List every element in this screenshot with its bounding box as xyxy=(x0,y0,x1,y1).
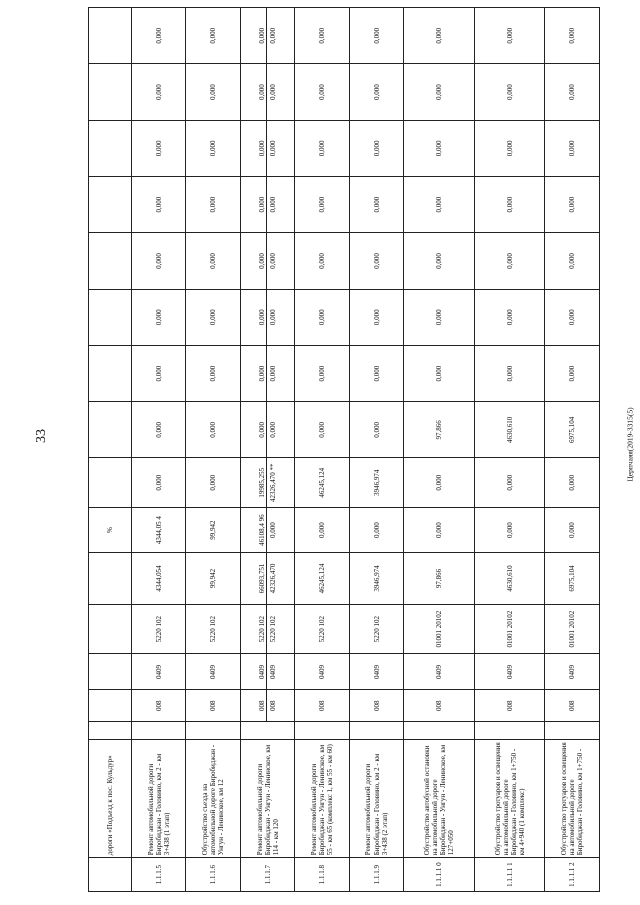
cell-value: 0,000 xyxy=(505,84,514,100)
cell-value: 01001 20102 xyxy=(505,610,514,648)
value-cell-rz xyxy=(295,654,349,690)
value-cell-v2019 xyxy=(186,508,240,553)
cell-value: 0,000 xyxy=(154,196,163,213)
cell-sub-value: 42326,470 xyxy=(266,553,277,604)
empty-cell xyxy=(349,721,403,739)
value-cell-csr xyxy=(132,604,186,654)
cell-value: 19985,255 xyxy=(258,467,267,498)
rotated-table-container xyxy=(88,7,600,892)
row-index-cell: 1.1.1.6 xyxy=(186,858,240,892)
cell-value: 0,000 xyxy=(318,421,327,438)
value-cell-c4 xyxy=(132,177,186,233)
value-cell-rz xyxy=(349,654,403,690)
value-cell-grbs xyxy=(349,690,403,722)
empty-cell xyxy=(89,177,132,233)
cell-value: 0,000 xyxy=(258,309,267,326)
value-cell-c7 xyxy=(474,8,545,64)
cell-value: 0,000 xyxy=(318,140,327,157)
cell-value: 01001 20102 xyxy=(435,610,444,648)
cell-value: 008 xyxy=(209,700,218,711)
cell-sub-value: 0,000 xyxy=(266,233,277,288)
cell-value: 008 xyxy=(318,700,327,711)
value-cell-c3 xyxy=(295,233,349,289)
row-index-cell: 1.1.1.7 xyxy=(240,858,294,892)
cell-value: 0,000 xyxy=(258,253,267,269)
empty-cell xyxy=(89,289,132,345)
table-row xyxy=(240,8,294,892)
value-cell-c1 xyxy=(545,345,600,401)
value-cell-c6 xyxy=(132,64,186,120)
table-row xyxy=(186,8,240,892)
cell-value: 99,942 xyxy=(209,520,218,540)
value-cell-v2021 xyxy=(240,402,294,458)
row-name-cell: Обустройство тротуаров и освещения на автомобильной дороге Биробиджан - Головино, км 1+750 - xyxy=(545,739,600,857)
value-cell-csr xyxy=(240,604,294,654)
cell-value: 0,000 xyxy=(505,140,514,157)
value-cell-c2 xyxy=(186,289,240,345)
row-name-cell: Обустройство тротуаров и освещения на автомобильной дороге Биробиджан - Головино, км 1+750 - км 4+940 (1 комплекс) xyxy=(474,739,545,857)
cell-sub-value: 0,000 xyxy=(266,508,277,552)
cell-value: 4344,054 xyxy=(154,565,163,592)
empty-cell xyxy=(89,64,132,120)
row-index-cell xyxy=(89,858,132,892)
value-cell-c3 xyxy=(349,233,403,289)
cell-sub-value: 42326,470 ** xyxy=(266,459,277,508)
row-index-cell: 1.1.1.1 0 xyxy=(404,858,475,892)
cell-value: 008 xyxy=(505,700,514,711)
value-cell-grbs xyxy=(404,690,475,722)
cell-value: 0,000 xyxy=(568,84,577,100)
cell-value: 008 xyxy=(154,700,163,711)
cell-value: 0,000 xyxy=(154,309,163,326)
value-cell-c4 xyxy=(240,177,294,233)
value-cell-total xyxy=(404,553,475,605)
value-cell-rz xyxy=(474,654,545,690)
value-cell-v2021 xyxy=(186,402,240,458)
cell-value: 0,000 xyxy=(209,253,218,269)
cell-value: 0,000 xyxy=(318,84,327,100)
cell-value: 6975,104 xyxy=(568,565,577,592)
value-cell-c5 xyxy=(545,120,600,176)
cell-value: 0,000 xyxy=(318,27,327,44)
cell-value: 0409 xyxy=(209,664,218,679)
cell-value: 0,000 xyxy=(568,196,577,213)
cell-value: 0,000 xyxy=(568,140,577,157)
value-cell-v2021 xyxy=(404,402,475,458)
cell-value: 0,000 xyxy=(154,474,163,491)
cell-value: 0,000 xyxy=(372,27,381,44)
empty-cell xyxy=(545,721,600,739)
value-cell-c5 xyxy=(132,120,186,176)
value-cell-v2020 xyxy=(186,458,240,508)
value-cell-v2020 xyxy=(404,458,475,508)
cell-value: 0,000 xyxy=(318,365,327,382)
cell-value: 0,000 xyxy=(372,253,381,269)
cell-value: 0,000 xyxy=(435,253,444,269)
cell-value: 3946,974 xyxy=(372,565,381,592)
value-cell-c6 xyxy=(404,64,475,120)
row-name-cell: Ремонт автомобильной дороги Биробиджан - Головино, км 2 - км 3+438 (2 этап) xyxy=(349,739,403,857)
cell-value: 46245,124 xyxy=(318,467,327,498)
empty-cell xyxy=(89,721,132,739)
empty-cell xyxy=(89,458,132,508)
cell-value: 0,000 xyxy=(435,27,444,44)
cell-value: 0,000 xyxy=(258,421,267,438)
value-cell-c5 xyxy=(295,120,349,176)
cell-value: 0,000 xyxy=(318,196,327,213)
page-number: 33 xyxy=(34,429,49,443)
cell-value: 008 xyxy=(435,700,444,711)
empty-cell xyxy=(474,721,545,739)
empty-cell xyxy=(89,553,132,605)
row-index-cell: 1.1.1.5 xyxy=(132,858,186,892)
value-cell-c1 xyxy=(295,345,349,401)
cell-value: 4630,610 xyxy=(505,565,514,592)
budget-table xyxy=(88,7,600,892)
value-cell-v2021 xyxy=(545,402,600,458)
value-cell-c7 xyxy=(186,8,240,64)
row-index-cell: 1.1.1.1 1 xyxy=(474,858,545,892)
value-cell-rz xyxy=(404,654,475,690)
value-cell-c4 xyxy=(404,177,475,233)
cell-value: 0,000 xyxy=(209,140,218,157)
value-cell-c7 xyxy=(349,8,403,64)
table-row xyxy=(545,8,600,892)
cell-sub-value: 0409 xyxy=(266,654,277,689)
cell-sub-value: 0,000 xyxy=(266,402,277,457)
value-cell-c6 xyxy=(186,64,240,120)
value-cell-grbs xyxy=(474,690,545,722)
value-cell-c3 xyxy=(240,233,294,289)
cell-value: 0409 xyxy=(568,664,577,679)
value-cell-total xyxy=(295,553,349,605)
cell-value: 0,000 xyxy=(209,309,218,326)
value-cell-c4 xyxy=(186,177,240,233)
value-cell-c1 xyxy=(474,345,545,401)
value-cell-total xyxy=(545,553,600,605)
value-cell-v2021 xyxy=(474,402,545,458)
value-cell-c4 xyxy=(295,177,349,233)
cell-value: 97,866 xyxy=(435,568,444,589)
cell-value: 0409 xyxy=(318,664,327,679)
cell-value: 0,000 xyxy=(372,309,381,326)
cell-value: 0,000 xyxy=(258,27,267,44)
cell-value: 66093,751 xyxy=(258,563,267,594)
value-cell-v2019 xyxy=(132,508,186,553)
row-name-cell: дороги «Подъезд к пос. Кульдур» xyxy=(89,739,132,857)
value-cell-c2 xyxy=(240,289,294,345)
value-cell-c3 xyxy=(186,233,240,289)
cell-value: 0,000 xyxy=(154,421,163,438)
cell-value: 0,000 xyxy=(372,84,381,100)
empty-cell xyxy=(89,233,132,289)
cell-value: 0,000 xyxy=(505,522,514,538)
value-cell-c6 xyxy=(240,64,294,120)
cell-value: 0,000 xyxy=(568,253,577,269)
value-cell-csr xyxy=(545,604,600,654)
empty-cell xyxy=(89,654,132,690)
cell-value: 0,000 xyxy=(154,84,163,100)
cell-value: 0,000 xyxy=(209,474,218,491)
cell-value: 0,000 xyxy=(209,196,218,213)
value-cell-c4 xyxy=(545,177,600,233)
value-cell-v2020 xyxy=(474,458,545,508)
table-row xyxy=(89,8,132,892)
row-index-cell: 1.1.1.8 xyxy=(295,858,349,892)
value-cell-c3 xyxy=(404,233,475,289)
cell-value: 46245,124 xyxy=(318,563,327,594)
cell-value: 0,000 xyxy=(318,253,327,269)
cell-value: 0,000 xyxy=(505,309,514,326)
value-cell-c2 xyxy=(295,289,349,345)
cell-value: 0,000 xyxy=(258,140,267,157)
cell-value: 0,000 xyxy=(505,27,514,44)
cell-value: 5220 102 xyxy=(154,616,163,643)
value-cell-total xyxy=(474,553,545,605)
empty-cell xyxy=(186,721,240,739)
value-cell-v2021 xyxy=(132,402,186,458)
value-cell-c4 xyxy=(474,177,545,233)
value-cell-c4 xyxy=(349,177,403,233)
value-cell-rz xyxy=(132,654,186,690)
value-cell-c2 xyxy=(349,289,403,345)
value-cell-v2020 xyxy=(295,458,349,508)
cell-sub-value: 008 xyxy=(266,690,277,721)
value-cell-c1 xyxy=(132,345,186,401)
table-row xyxy=(132,8,186,892)
value-cell-c7 xyxy=(404,8,475,64)
cell-value: 0,000 xyxy=(505,253,514,269)
cell-value: 5220 102 xyxy=(372,616,381,643)
value-cell-csr xyxy=(295,604,349,654)
cell-value: 0,000 xyxy=(435,474,444,491)
cell-value: 97,866 xyxy=(435,420,444,440)
cell-value: 0,000 xyxy=(435,140,444,157)
cell-value: 0,000 xyxy=(372,522,381,538)
value-cell-grbs xyxy=(186,690,240,722)
value-cell-v2019 xyxy=(240,508,294,553)
value-cell-grbs xyxy=(240,690,294,722)
value-cell-c1 xyxy=(349,345,403,401)
value-cell-v2019 xyxy=(545,508,600,553)
value-cell-csr xyxy=(474,604,545,654)
value-cell-c5 xyxy=(240,120,294,176)
cell-value: 0409 xyxy=(505,664,514,679)
value-cell-v2019 xyxy=(474,508,545,553)
cell-value: 0,000 xyxy=(505,474,514,491)
table-row xyxy=(404,8,475,892)
empty-cell xyxy=(89,690,132,722)
table-row xyxy=(474,8,545,892)
empty-cell xyxy=(89,604,132,654)
cell-value: 0,000 xyxy=(435,365,444,382)
empty-cell xyxy=(89,8,132,64)
table-row xyxy=(295,8,349,892)
value-cell-c1 xyxy=(240,345,294,401)
value-cell-rz xyxy=(186,654,240,690)
cell-sub-value: 0,000 xyxy=(266,177,277,232)
value-cell-c5 xyxy=(186,120,240,176)
value-cell-c5 xyxy=(404,120,475,176)
value-cell-v2019 xyxy=(349,508,403,553)
row-index-cell: 1.1.1.1 2 xyxy=(545,858,600,892)
value-cell-c6 xyxy=(295,64,349,120)
value-cell-c1 xyxy=(186,345,240,401)
cell-value: 01001 20102 xyxy=(568,610,577,648)
cell-sub-value: 5220 102 xyxy=(266,605,277,654)
row-name-cell: Обустройство автобусной остановки на автомобильной дороге Биробиджан - Унгун - Ленинское, км 127+050 xyxy=(404,739,475,857)
value-cell-v2020 xyxy=(240,458,294,508)
cell-value: 0,000 xyxy=(568,474,577,491)
value-cell-csr xyxy=(404,604,475,654)
empty-cell xyxy=(240,721,294,739)
empty-cell xyxy=(404,721,475,739)
cell-value: 6975,104 xyxy=(568,416,577,443)
row-index-cell: 1.1.1.9 xyxy=(349,858,403,892)
cell-value: 0,000 xyxy=(209,27,218,44)
cell-value: 008 xyxy=(258,700,267,711)
value-cell-v2019 xyxy=(404,508,475,553)
cell-value: 99,942 xyxy=(209,568,218,589)
cell-value: 0,000 xyxy=(505,196,514,213)
cell-value: 0,000 xyxy=(209,365,218,382)
row-name-cell: Обустройство съезда на автомобильной дороге Биробиджан - Унгун - Ленинское, км 12 xyxy=(186,739,240,857)
value-cell-c3 xyxy=(474,233,545,289)
value-cell-c6 xyxy=(474,64,545,120)
cell-value: 5220 102 xyxy=(318,616,327,643)
cell-value: 0,000 xyxy=(568,27,577,44)
empty-cell xyxy=(132,721,186,739)
cell-value: 3946,974 xyxy=(372,469,381,496)
cell-value: 0,000 xyxy=(372,196,381,213)
row-name-cell: Ремонт автомобильной дороги Биробиджан - Унгун - Ленинское, км 114 - км 120 xyxy=(240,739,294,857)
cell-value: 008 xyxy=(568,700,577,711)
table-row xyxy=(349,8,403,892)
cell-value: 4630,610 xyxy=(505,416,514,443)
value-cell-rz xyxy=(545,654,600,690)
value-cell-c5 xyxy=(474,120,545,176)
cell-value: 0,000 xyxy=(209,84,218,100)
value-cell-v2021 xyxy=(295,402,349,458)
value-cell-c3 xyxy=(545,233,600,289)
cell-value: 0,000 xyxy=(568,365,577,382)
cell-value: 0409 xyxy=(435,664,444,679)
cell-value: 0,000 xyxy=(209,421,218,438)
value-cell-c2 xyxy=(545,289,600,345)
value-cell-c1 xyxy=(404,345,475,401)
value-cell-csr xyxy=(186,604,240,654)
cell-value: 5220 102 xyxy=(258,616,267,643)
value-cell-c5 xyxy=(349,120,403,176)
cell-value: 0,000 xyxy=(435,196,444,213)
cell-value: 0,000 xyxy=(258,196,267,213)
value-cell-c2 xyxy=(132,289,186,345)
value-cell-c6 xyxy=(545,64,600,120)
empty-cell xyxy=(89,120,132,176)
value-cell-rz xyxy=(240,654,294,690)
cell-value: 0409 xyxy=(154,664,163,679)
value-cell-v2019 xyxy=(295,508,349,553)
value-cell-total xyxy=(132,553,186,605)
empty-cell xyxy=(295,721,349,739)
cell-value: 008 xyxy=(372,700,381,711)
cell-value: 0,000 xyxy=(435,522,444,538)
cell-sub-value: 0,000 xyxy=(266,121,277,176)
cell-value: 0,000 xyxy=(568,522,577,538)
value-cell-total xyxy=(240,553,294,605)
cell-value: 0409 xyxy=(372,664,381,679)
value-cell-csr xyxy=(349,604,403,654)
value-cell-v2020 xyxy=(545,458,600,508)
value-cell-c7 xyxy=(132,8,186,64)
value-cell-c7 xyxy=(240,8,294,64)
value-cell-grbs xyxy=(295,690,349,722)
document-footer-code: Церпчаяя(2019-3315(5) xyxy=(625,407,635,482)
cell-sub-value: 0,000 xyxy=(266,290,277,345)
value-cell-v2020 xyxy=(349,458,403,508)
cell-value: 46108,4 96 xyxy=(258,514,267,546)
cell-value: 0,000 xyxy=(154,27,163,44)
value-cell-c2 xyxy=(474,289,545,345)
value-cell-v2020 xyxy=(132,458,186,508)
value-cell-grbs xyxy=(545,690,600,722)
value-cell-total xyxy=(186,553,240,605)
empty-cell xyxy=(89,402,132,458)
cell-value: 0409 xyxy=(258,664,267,679)
cell-value: 0,000 xyxy=(505,365,514,382)
value-cell-c6 xyxy=(349,64,403,120)
cell-value: 0,000 xyxy=(372,421,381,438)
value-cell-c2 xyxy=(404,289,475,345)
row-name-cell: Ремонт автомобильной дороги Биробиджан - Головино, км 2 - км 3+438 (1 этап) xyxy=(132,739,186,857)
cell-value: 0,000 xyxy=(258,84,267,100)
cell-value: 0,000 xyxy=(154,253,163,269)
cell-value: 0,000 xyxy=(372,365,381,382)
percent-cell: % xyxy=(89,508,132,553)
cell-value: 4344,05 4 xyxy=(154,516,163,545)
value-cell-c7 xyxy=(545,8,600,64)
cell-value: 5220 102 xyxy=(209,616,218,643)
row-name-cell: Ремонт автомобильной дороги Биробиджан - Унгун - Ленинское, км 55 - км 65 (комплекс 1, км 55 - км 60) xyxy=(295,739,349,857)
cell-value: 0,000 xyxy=(435,309,444,326)
cell-value: 0,000 xyxy=(154,140,163,157)
value-cell-total xyxy=(349,553,403,605)
cell-value: 0,000 xyxy=(568,309,577,326)
value-cell-grbs xyxy=(132,690,186,722)
cell-value: 0,000 xyxy=(258,365,267,382)
empty-cell xyxy=(89,345,132,401)
cell-value: 0,000 xyxy=(318,309,327,326)
cell-value: 0,000 xyxy=(154,365,163,382)
cell-sub-value: 0,000 xyxy=(266,64,277,119)
cell-sub-value: 0,000 xyxy=(266,8,277,63)
value-cell-c7 xyxy=(295,8,349,64)
value-cell-c3 xyxy=(132,233,186,289)
cell-value: 0,000 xyxy=(372,140,381,157)
value-cell-v2021 xyxy=(349,402,403,458)
cell-value: 0,000 xyxy=(318,522,327,538)
cell-sub-value: 0,000 xyxy=(266,346,277,401)
cell-value: 0,000 xyxy=(435,84,444,100)
